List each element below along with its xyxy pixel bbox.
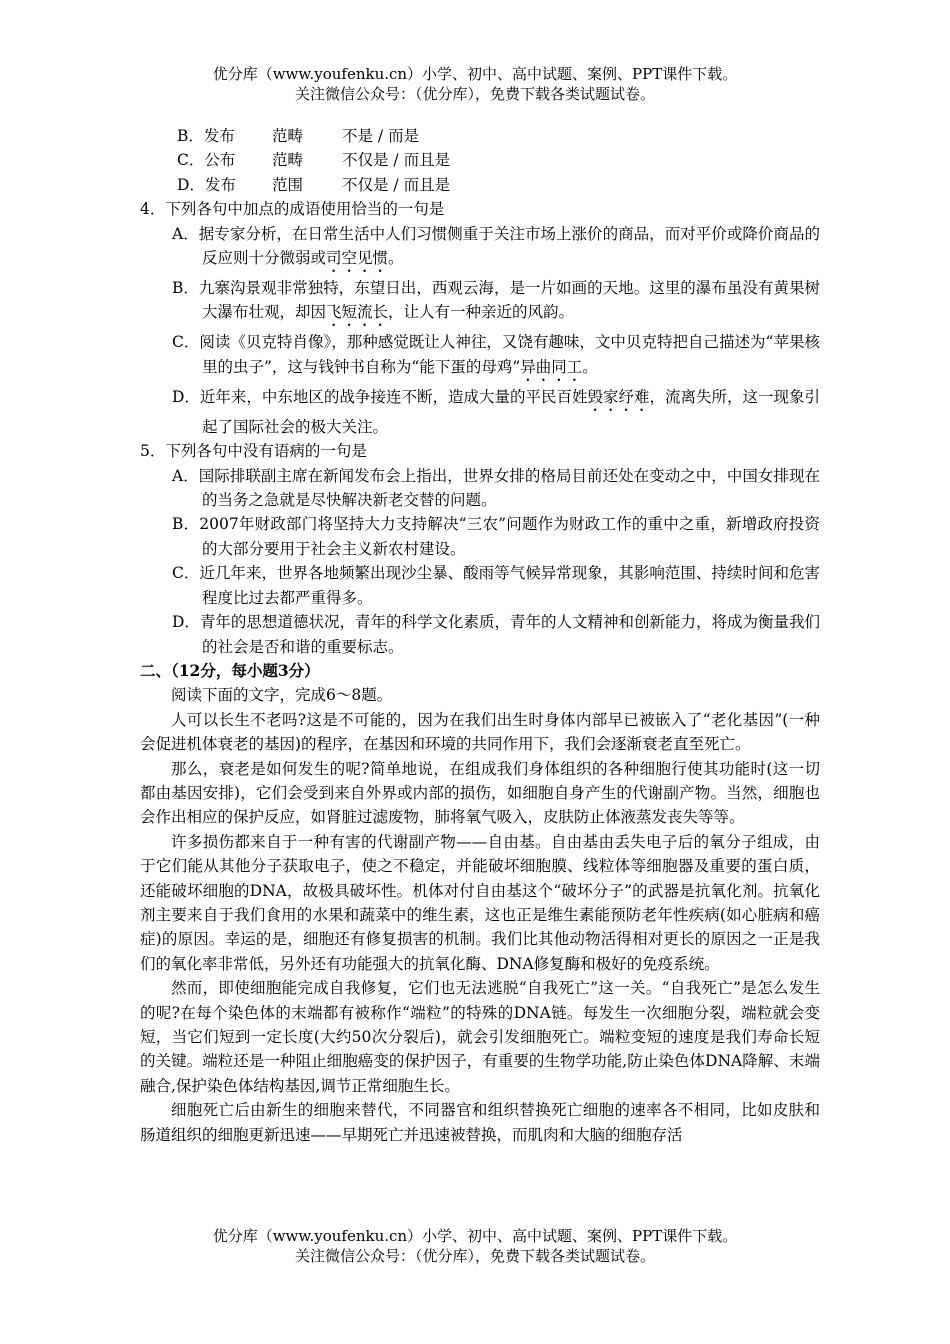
dotted-idiom: 司空见惯	[326, 249, 389, 268]
passage-paragraph: 细胞死亡后由新生的细胞来替代，不同器官和组织替换死亡细胞的速率各不相同，比如皮肤和肠道组织的细胞更新迅速——早期死亡并迅速被替换，而肌肉和大脑的细胞存活	[140, 1101, 820, 1144]
dotted-idiom: 毁家纾难	[587, 387, 650, 406]
q3-option-c: C．公布 范畴 不仅是 / 而且是	[177, 151, 451, 170]
dotted-idiom: 飞短流长	[326, 303, 389, 322]
header-line-2: 关注微信公众号：（优分库），免费下载各类试题试卷。	[294, 85, 655, 103]
footer-line-2: 关注微信公众号：（优分库），免费下载各类试题试卷。	[294, 1247, 655, 1265]
q4-option-c: C．阅读《贝克特肖像》，那种感觉既让人神往，又饶有趣味，文中贝克特把自己描述为“苹果核里的虫子”，这与钱钟书自称为“能下蛋的母鸡”异曲同工。	[172, 333, 820, 376]
q5-option-d: D．青年的思想道德状况，青年的科学文化素质，青年的人文精神和创新能力，将成为衡量我们的社会是否和谐的重要标志。	[172, 613, 820, 656]
q5-option-c: C．近几年来，世界各地频繁出现沙尘暴、酸雨等气候异常现象，其影响范围、持续时间和危害程度比过去都严重得多。	[172, 564, 820, 607]
passage-paragraph: 人可以长生不老吗?这是不可能的，因为在我们出生时身体内部早已被嵌入了“老化基因”(一种会促进机体衰老的基因)的程序，在基因和环境的共同作用下，我们会逐渐衰老直至死亡。	[140, 710, 820, 754]
q4-stem: 4．下列各句中加点的成语使用恰当的一句是	[140, 200, 445, 219]
page-footer	[0, 1226, 950, 1266]
section-heading: 二、（12分，每小题3分）	[140, 660, 320, 680]
q4-option-a: A．据专家分析，在日常生活中人们习惯侧重于关注市场上涨价的商品，而对平价或降价商品的反应则十分微弱或司空见惯。	[172, 224, 820, 268]
q5-stem: 5．下列各句中没有语病的一句是	[140, 442, 367, 461]
document-body	[140, 124, 820, 1147]
passage-paragraph: 然而，即使细胞能完成自我修复，它们也无法逃脱“自我死亡”这一关。“自我死亡”是怎么发生的呢?在每个染色体的末端都有被称作“端粒”的特殊的DNA链。每发生一次细胞分裂，端粒就会变短，当它们短到一定长度(大约50次分裂后)，就会引发细胞死亡。端粒变短的速度是我们寿命长短的关键。端粒还是一种阻止细胞癌变的保护因子，有重要的生物学功能,防止染色体DNA降解、末端融合,保护染色体结构基因,调节正常细胞生长。	[140, 979, 820, 1095]
q5-option-a: A．国际排联副主席在新闻发布会上指出，世界女排的格局目前还处在变动之中，中国女排现在的当务之急就是尽快解决新老交替的问题。	[172, 466, 820, 510]
q3-option-b: B．发布 范畴 不是 / 而是	[177, 127, 420, 145]
page-header	[0, 64, 950, 104]
q4-option-d: D．近年来，中东地区的战争接连不断，造成大量的平民百姓毁家纾难，流离失所，这一现象引起了国际社会的极大关注。	[172, 387, 820, 436]
footer-line-1: 优分库（www.youfenku.cn）小学、初中、高中试题、案例、PPT课件下载。	[212, 1227, 738, 1245]
dotted-idiom: 异曲同工	[520, 357, 583, 376]
passage-paragraph: 那么，衰老是如何发生的呢?简单地说，在组成我们身体组织的各种细胞行使其功能时(这一切都由基因安排)，它们会受到来自外界或内部的损伤，如细胞自身产生的代谢副产物。当然，细胞也会作出相应的保护反应，如肾脏过滤废物，肺将氧气吸入，皮肤防止体液蒸发丧失等等。	[140, 759, 820, 827]
q4-option-b: B．九寨沟景观非常独特，东望日出，西观云海，是一片如画的天地。这里的瀑布虽没有黄果树大瀑布壮观，却因飞短流长，让人有一种亲近的风韵。	[172, 279, 820, 322]
section-intro: 阅读下面的文字，完成6～8题。	[171, 686, 393, 705]
q5-option-b: B．2007年财政部门将坚持大力支持解决“三农”问题作为财政工作的重中之重，新增政府投资的大部分要用于社会主义新农村建设。	[172, 515, 820, 558]
q3-option-d: D．发布 范围 不仅是 / 而且是	[177, 175, 451, 194]
passage-paragraph: 许多损伤都来自于一种有害的代谢副产物——自由基。自由基由丢失电子后的氧分子组成，由于它们能从其他分子获取电子，使之不稳定，并能破坏细胞膜、线粒体等细胞器及重要的蛋白质，还能破坏细胞的DNA，故极具破坏性。机体对付自由基这个“破坏分子”的武器是抗氧化剂。抗氧化剂主要来自于我们食用的水果和蔬菜中的维生素，这也正是维生素能预防老年性疾病(如心脏病和癌症)的原因。幸运的是，细胞还有修复损害的机制。我们比其他动物活得相对更长的原因之一正是我们的氧化率非常低，另外还有功能强大的抗氧化酶、DNA修复酶和极好的免疫系统。	[140, 832, 820, 973]
header-line-1: 优分库（www.youfenku.cn）小学、初中、高中试题、案例、PPT课件下载。	[212, 65, 738, 83]
